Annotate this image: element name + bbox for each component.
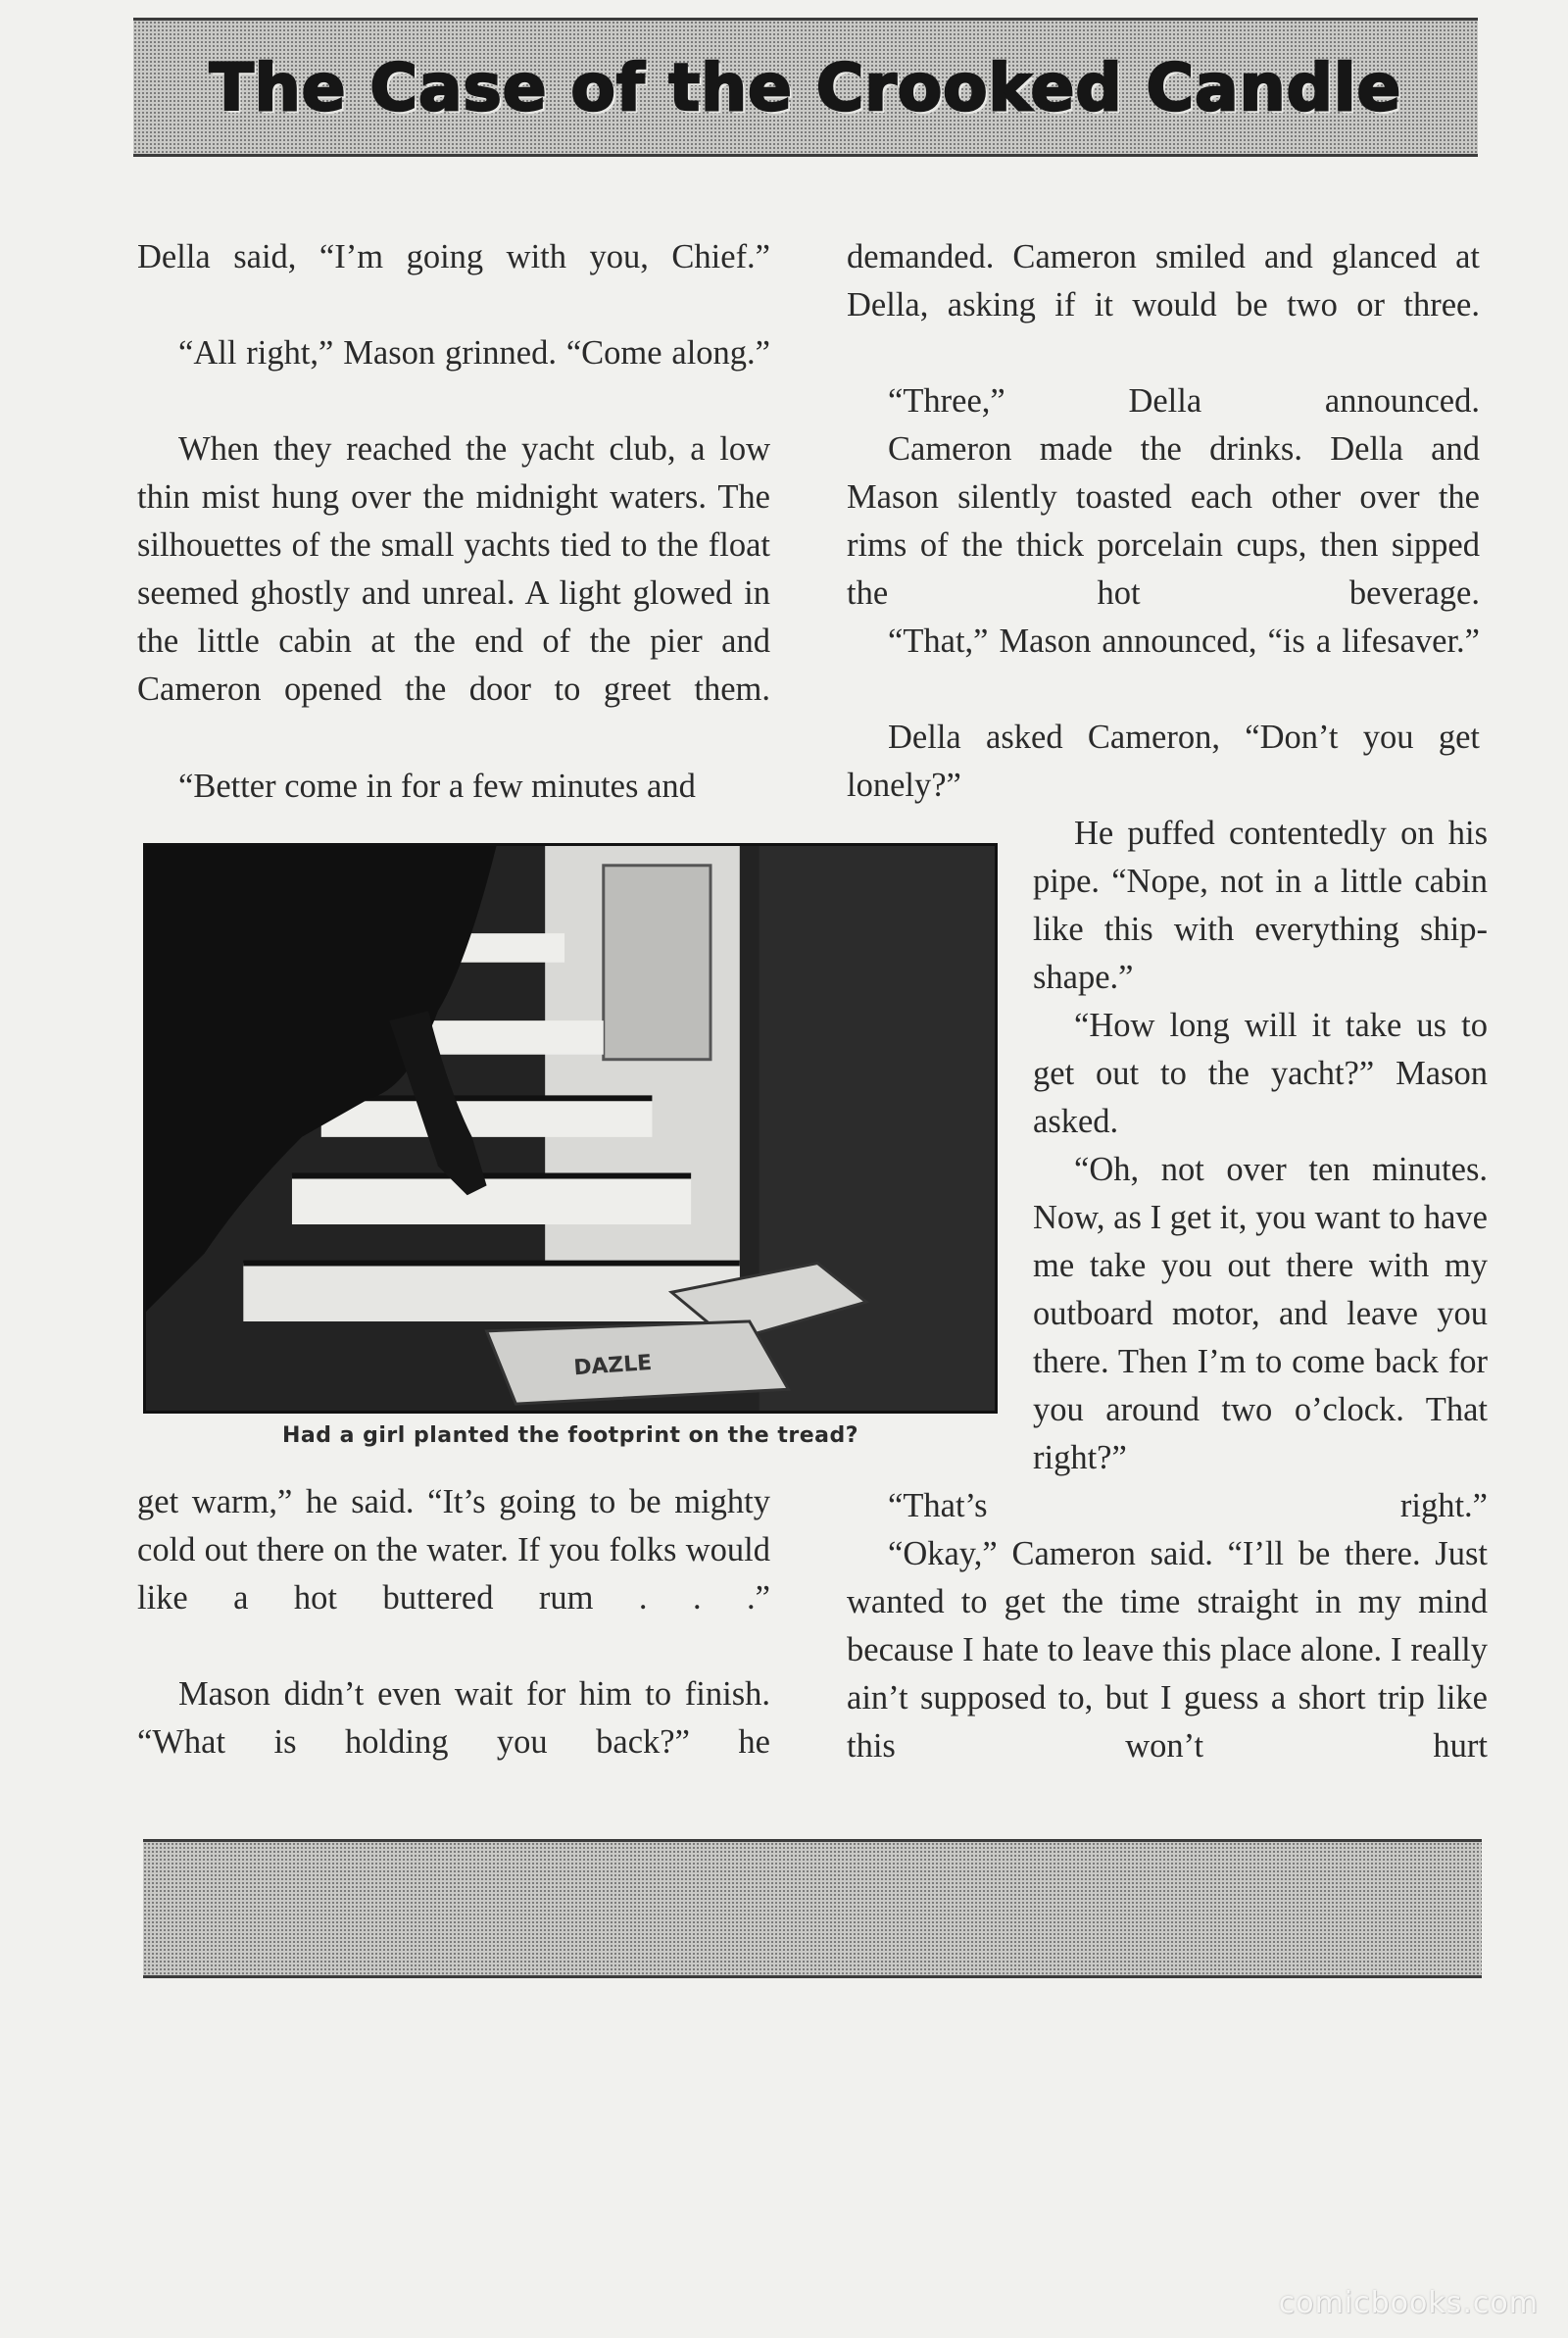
watermark: comicbooks.com (1278, 2286, 1539, 2320)
paragraph: “That,” Mason announced, “is a lifesaver.” (888, 622, 1480, 660)
paragraph: “How long will it take us to get out to the yacht?” Mason asked. (1033, 1007, 1488, 1140)
paragraph: “Three,” Della announced. (888, 382, 1480, 420)
title-banner (133, 18, 1478, 157)
paragraph: “That’s right.” (888, 1487, 1488, 1524)
paragraph: “All right,” Mason grinned. “Come along.” (178, 334, 770, 372)
stairs-illustration (143, 843, 998, 1414)
paragraph: When they reached the yacht club, a low thin mist hung over the midnight waters. The silhouettes of the small yachts tied to the float seemed ghostly and unreal. A light glowed in the little cabin at the end of the pier and Cameron opened the door to greet them. (137, 430, 770, 708)
paragraph: Mason didn’t even wait for him to finish. “What is holding you back?” he (137, 1675, 770, 1761)
paragraph: Della said, “I’m going with you, Chief.” (137, 238, 770, 275)
illustration-caption: Had a girl planted the footprint on the tread? (281, 1423, 859, 1448)
paragraph: Della asked Cameron, “Don’t you get lonely?” (847, 719, 1480, 804)
paragraph: “Okay,” Cameron said. “I’ll be there. Just wanted to get the time straight in my mind because I hate to leave this place alone. I really ain’t supposed to, but I guess a short trip like this won’t hurt (847, 1535, 1488, 1765)
paragraph: “Better come in for a few minutes and (178, 768, 696, 805)
paragraph: demanded. Cameron smiled and glanced at Della, asking if it would be two or three. (847, 238, 1480, 323)
story-title: The Case of the Crooked Candle (209, 49, 1402, 125)
magazine-text: DAZLE (572, 1350, 653, 1381)
paragraph: get warm,” he said. “It’s going to be mighty cold out there on the water. If you folks would like a hot buttered rum . . .” (137, 1483, 770, 1617)
paragraph: He puffed contentedly on his pipe. “Nope, not in a little cabin like this with everything ship-shape.” (1033, 815, 1488, 996)
paragraph: Cameron made the drinks. Della and Mason silently toasted each other over the rims of the thick porcelain cups, then sipped the hot beverage. (847, 430, 1480, 612)
bottom-banner (143, 1839, 1482, 1978)
paragraph: “Oh, not over ten minutes. Now, as I get it, you want to have me take you out there with my outboard motor, and leave you there. Then I’m to come back for you around two o’clock. That right?” (1033, 1151, 1488, 1476)
